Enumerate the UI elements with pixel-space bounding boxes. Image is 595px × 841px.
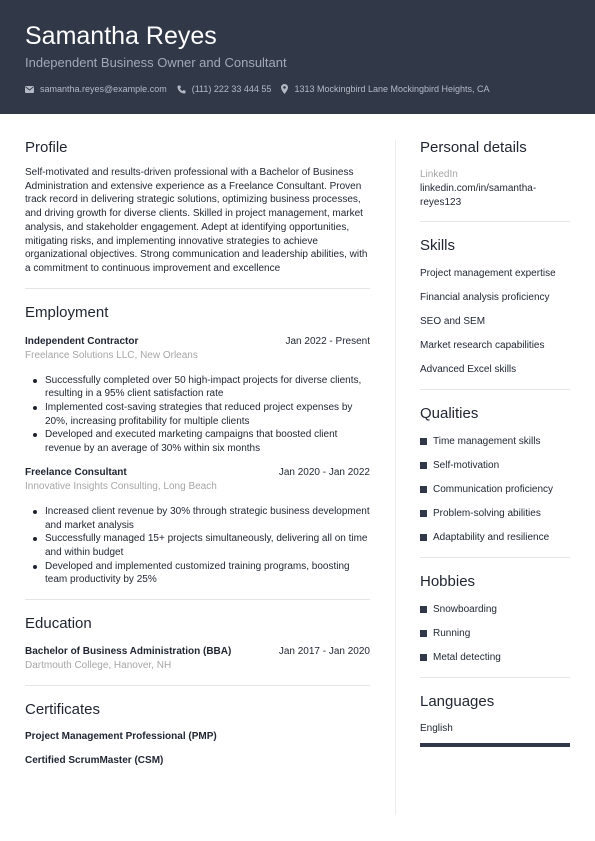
list-item: [25, 532, 370, 559]
bullet-text: Implemented cost-saving strategies that reduced project expenses by 20%, increasing profitability for multiple clients: [45, 402, 353, 427]
certificate-item: Certified ScrumMaster (CSM): [25, 755, 164, 767]
email-text: samantha.reyes@example.com: [40, 84, 167, 94]
education-heading: Education: [25, 615, 92, 633]
contact-phone[interactable]: [177, 84, 272, 94]
bullet-text: Developed and executed marketing campaigns that boosted client revenue by an average of 30% within six months: [45, 429, 338, 455]
sidebar-column: [420, 138, 570, 747]
quality-item: [420, 531, 570, 544]
section-divider: [25, 599, 370, 600]
skills-heading: Skills: [420, 237, 456, 255]
address-text: 1313 Mockingbird Lane Mockingbird Heights, CA: [294, 84, 490, 94]
section-divider: [25, 685, 370, 686]
hobby-item: [420, 627, 570, 640]
quality-text: Communication proficiency: [433, 484, 554, 496]
job-title: Independent Contractor: [25, 335, 139, 347]
square-bullet-icon: [420, 462, 427, 469]
quality-item: [420, 435, 570, 448]
languages-heading: Languages: [420, 693, 495, 711]
hobby-item: [420, 651, 570, 664]
phone-text: (111) 222 33 444 55: [191, 84, 272, 94]
hobby-item: [420, 603, 570, 616]
square-bullet-icon: [420, 438, 427, 445]
location-pin-icon: [281, 84, 288, 94]
resume-header: [0, 0, 595, 114]
bullet-dot: [33, 537, 37, 541]
job-date: Jan 2022 - Present: [285, 335, 370, 347]
quality-text: Adaptability and resilience: [433, 532, 550, 544]
square-bullet-icon: [420, 510, 427, 517]
hobbies-heading: Hobbies: [420, 573, 476, 591]
profile-text: Self-motivated and results-driven professional with a Bachelor of Business Administration and extensive experience as a Freelance Consultant. Proven track record in delivering strategic solutions, optimizing business processes, and driving growth for diverse clients. Skilled in project management, market analysis, and stakeholder engagement. Adept at identifying opportunities, mitigating risks, and implementing innovative strategies to achieve organizational objectives. Strong communication and leadership abilities, with a commitment to continuous improvement and excellence: [25, 167, 368, 274]
contact-address: [281, 84, 489, 94]
employment-heading: Employment: [25, 303, 109, 321]
education-entry: [25, 645, 370, 672]
phone-icon: [177, 85, 186, 94]
education-date: Jan 2017 - Jan 2020: [278, 646, 370, 658]
certificate-item: Project Management Professional (PMP): [25, 731, 217, 743]
job-entry: [25, 335, 370, 456]
job-date: Jan 2020 - Jan 2022: [278, 466, 370, 478]
square-bullet-icon: [420, 630, 427, 637]
square-bullet-icon: [420, 486, 427, 493]
list-item: [25, 428, 370, 455]
job-entry: [25, 466, 370, 587]
job-bullets: [25, 505, 370, 587]
candidate-title: Independent Business Owner and Consultant: [25, 55, 287, 70]
skill-item: SEO and SEM: [420, 316, 486, 328]
square-bullet-icon: [420, 606, 427, 613]
section-divider: [420, 677, 570, 678]
skill-item: Market research capabilities: [420, 340, 545, 352]
language-level-bar: [420, 743, 570, 747]
square-bullet-icon: [420, 654, 427, 661]
contact-email[interactable]: [25, 84, 167, 94]
bullet-dot: [33, 510, 37, 514]
certificates-heading: Certificates: [25, 701, 101, 719]
bullet-text: Successfully completed over 50 high-impact projects for diverse clients, resulting in a 95% client satisfaction rate: [45, 374, 362, 400]
bullet-dot: [33, 433, 37, 437]
degree-title: Bachelor of Business Administration (BBA): [25, 646, 232, 658]
quality-item: [420, 459, 570, 472]
job-company: Innovative Insights Consulting, Long Beach: [25, 480, 217, 492]
bullet-text: Developed and implemented customized training programs, boosting team productivity by 25%: [45, 560, 350, 586]
bullet-text: Increased client revenue by 30% through strategic business development and market analysis: [45, 505, 370, 531]
list-item: [25, 374, 370, 401]
contact-bar: [25, 82, 500, 96]
quality-item: [420, 507, 570, 520]
square-bullet-icon: [420, 534, 427, 541]
list-item: [25, 560, 370, 587]
quality-text: Time management skills: [433, 436, 541, 448]
bullet-dot: [33, 379, 37, 383]
job-bullets: [25, 374, 370, 456]
email-icon: [25, 86, 34, 93]
section-divider: [420, 557, 570, 558]
hobby-text: Metal detecting: [433, 652, 501, 664]
personal-details-heading: Personal details: [420, 139, 527, 156]
language-name: English: [420, 723, 453, 735]
linkedin-label: LinkedIn: [420, 169, 458, 180]
bullet-dot: [33, 406, 37, 410]
section-divider: [25, 288, 370, 289]
bullet-text: Successfully managed 15+ projects simultaneously, delivering all on time and within budget: [45, 533, 368, 558]
hobby-text: Snowboarding: [433, 604, 497, 616]
section-divider: [420, 389, 570, 390]
qualities-heading: Qualities: [420, 405, 479, 423]
job-title: Freelance Consultant: [25, 466, 127, 478]
skill-item: Advanced Excel skills: [420, 364, 517, 376]
column-divider: [395, 140, 396, 815]
candidate-name: Samantha Reyes: [25, 22, 217, 50]
job-company: Freelance Solutions LLC, New Orleans: [25, 349, 198, 361]
list-item: [25, 505, 370, 532]
quality-item: [420, 483, 570, 496]
list-item: [25, 401, 370, 428]
skill-item: Financial analysis proficiency: [420, 292, 550, 304]
quality-text: Self-motivation: [433, 460, 500, 472]
skill-item: Project management expertise: [420, 268, 556, 280]
hobby-text: Running: [433, 628, 471, 640]
linkedin-link[interactable]: linkedin.com/in/samantha-reyes123: [420, 183, 537, 208]
profile-heading: Profile: [25, 139, 68, 156]
quality-text: Problem-solving abilities: [433, 508, 541, 520]
main-column: [25, 138, 370, 767]
school-name: Dartmouth College, Hanover, NH: [25, 660, 172, 672]
bullet-dot: [33, 565, 37, 569]
section-divider: [420, 221, 570, 222]
